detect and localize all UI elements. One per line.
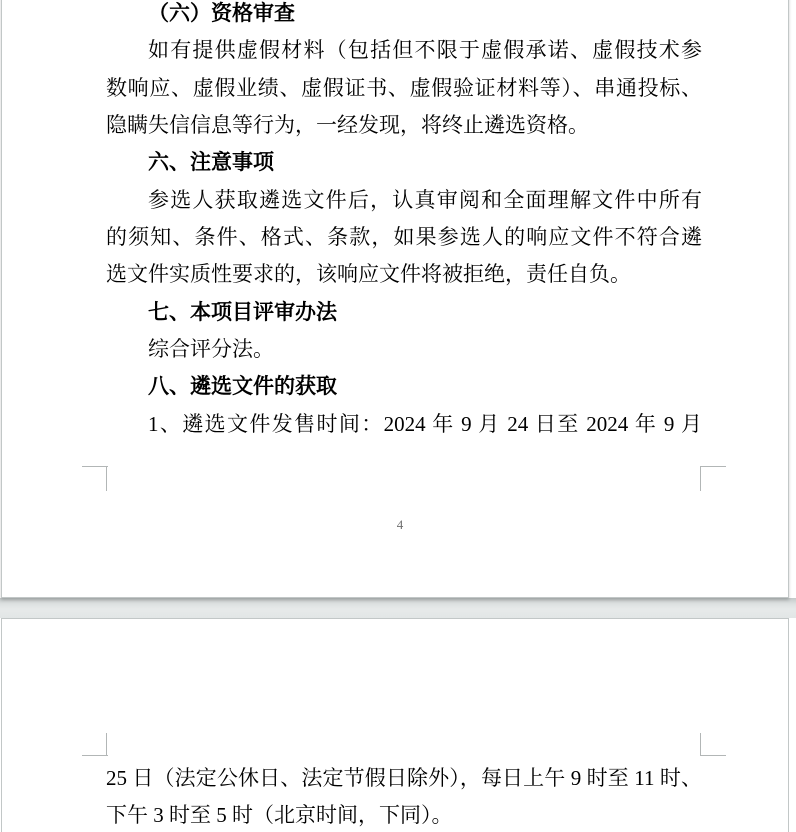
margin-mark-bottom-left-vertical: [106, 466, 107, 491]
paragraph-line[interactable]: 隐瞒失信信息等行为，一经发现，将终止遴选资格。: [106, 112, 589, 137]
paragraph-line[interactable]: 如有提供虚假材料（包括但不限于虚假承诺、虚假技术参: [148, 38, 702, 63]
section-heading-evaluation-method[interactable]: 七、本项目评审办法: [148, 300, 337, 324]
section-heading-notes[interactable]: 六、注意事项: [148, 151, 274, 175]
margin-mark-top-right-vertical: [700, 733, 701, 756]
margin-mark-bottom-left-horizontal: [82, 466, 108, 467]
margin-mark-top-right-horizontal: [700, 755, 726, 756]
paragraph-line[interactable]: 综合评分法。: [148, 336, 274, 361]
margin-mark-bottom-right-vertical: [700, 466, 701, 491]
page-gap: [0, 598, 796, 618]
document-page-1[interactable]: [1, 0, 789, 598]
paragraph-line[interactable]: 参选人获取遴选文件后，认真审阅和全面理解文件中所有: [148, 187, 702, 212]
page2-text-block: [106, 760, 702, 832]
margin-mark-bottom-right-horizontal: [700, 466, 726, 467]
paragraph-line[interactable]: 下午 3 时至 5 时（北京时间，下同）。: [106, 803, 453, 828]
paragraph-line[interactable]: 25 日（法定公休日、法定节假日除外），每日上午 9 时至 11 时、: [106, 766, 702, 790]
document-page-2[interactable]: [1, 618, 789, 832]
page-number[interactable]: 4: [396, 517, 404, 532]
paragraph-line[interactable]: 数响应、虚假业绩、虚假证书、虚假验证材料等）、串通投标、: [106, 75, 702, 100]
section-heading-document-acquisition[interactable]: 八、遴选文件的获取: [148, 375, 337, 399]
page1-text-block: [106, 0, 702, 443]
paragraph-line[interactable]: 选文件实质性要求的，该响应文件将被拒绝，责任自负。: [106, 262, 631, 287]
section-heading-qualification-review[interactable]: （六）资格审查: [148, 2, 295, 25]
margin-mark-top-left-vertical: [106, 733, 107, 756]
paragraph-line[interactable]: 1、遴选文件发售时间：2024 年 9 月 24 日至 2024 年 9 月: [148, 411, 702, 436]
paragraph-line[interactable]: 的须知、条件、格式、条款，如果参选人的响应文件不符合遴: [106, 224, 702, 249]
margin-mark-top-left-horizontal: [82, 755, 108, 756]
